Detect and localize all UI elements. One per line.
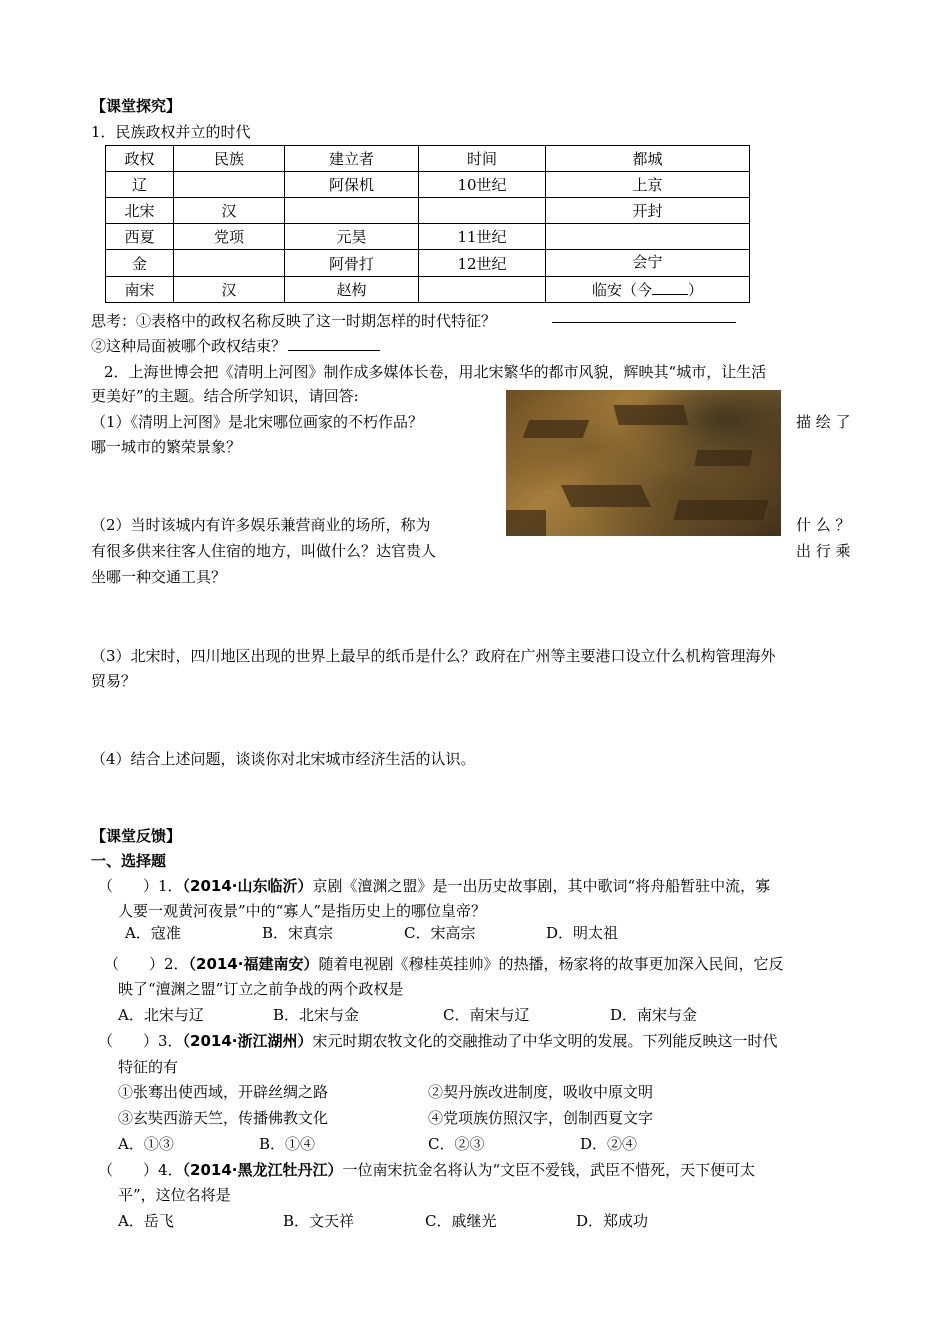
- statement-item: ①张骞出使西域，开辟丝绸之路: [118, 1083, 329, 1101]
- table-row: [106, 198, 750, 224]
- option-a[interactable]: A．岳飞: [118, 1212, 174, 1230]
- question-text: 随着电视剧《穆桂英挂帅》的热播，杨家将的故事更加深入民间，它反: [318, 955, 784, 973]
- table-row: [106, 172, 750, 198]
- section-heading-explore: 【课堂探究】: [91, 97, 182, 115]
- option-a[interactable]: A．寇准: [125, 924, 181, 942]
- option-d[interactable]: D．郑成功: [576, 1212, 649, 1230]
- option-d[interactable]: D．②④: [580, 1135, 638, 1153]
- table-cell: [546, 277, 750, 303]
- question-2-line-1: 2．上海世博会把《清明上河图》制作成多媒体长卷，用北宋繁华的都市风貌，辉映其“城市，让生活: [104, 363, 767, 381]
- table-header-cell: 时间: [419, 146, 546, 172]
- sub-question-3-line-1: （3）北宋时，四川地区出现的世界上最早的纸币是什么？政府在广州等主要港口设立什么机构管理海外: [91, 647, 776, 665]
- table-cell: 北宋: [106, 198, 174, 224]
- question-2-line-2: 更美好”的主题。结合所学知识，请回答:: [91, 387, 359, 405]
- option-b[interactable]: B．①④: [259, 1135, 316, 1153]
- table-header-row: [106, 146, 750, 172]
- table-row: [106, 250, 750, 277]
- table-cell: 党项: [174, 224, 285, 250]
- table-cell: 辽: [106, 172, 174, 198]
- option-c[interactable]: C．南宋与辽: [443, 1006, 530, 1024]
- question-source: （2014·福建南安）: [188, 955, 319, 973]
- question-source: （2014·浙江湖州）: [182, 1032, 313, 1050]
- choice-question-2-line-2: 映了“澶渊之盟”订立之前争战的两个政权是: [118, 980, 404, 998]
- sub-question-2-part-a: （2）当时该城内有许多娱乐兼营商业的场所，称为: [91, 516, 431, 534]
- think-question-1: [91, 310, 496, 331]
- option-d[interactable]: D．南宋与金: [610, 1006, 698, 1024]
- statement-item: ④党项族仿照汉字，创制西夏文字: [428, 1109, 654, 1127]
- table-header-cell: 都城: [546, 146, 750, 172]
- answer-blank[interactable]: [652, 280, 688, 295]
- table-cell: [546, 224, 750, 250]
- table-cell: 元昊: [285, 224, 419, 250]
- table-header-cell: 政权: [106, 146, 174, 172]
- table-cell: [419, 198, 546, 224]
- table-cell: [419, 277, 546, 303]
- table-cell: 开封: [546, 198, 750, 224]
- question-1-title: 1．民族政权并立的时代: [91, 123, 251, 141]
- table-cell: 南宋: [106, 277, 174, 303]
- regimes-table: [105, 145, 750, 303]
- choice-question-3-line-2: 特征的有: [118, 1058, 179, 1076]
- table-row: [106, 224, 750, 250]
- statement-item: ②契丹族改进制度，吸收中原文明: [428, 1083, 654, 1101]
- option-b[interactable]: B．宋真宗: [262, 924, 334, 942]
- table-header-cell: 建立者: [285, 146, 419, 172]
- question-number: （ ）3．: [98, 1032, 183, 1050]
- choice-question-1-line-1: [98, 875, 770, 896]
- section-heading-feedback: 【课堂反馈】: [91, 827, 182, 845]
- table-cell: 汉: [174, 277, 285, 303]
- choice-question-1-line-2: 人要一观黄河夜景”中的“寡人”是指历史上的哪位皇帝？: [118, 902, 487, 920]
- option-b[interactable]: B．文天祥: [283, 1212, 355, 1230]
- question-text: 宋元时期农牧文化的交融推动了中华文明的发展。下列能反映这一时代: [312, 1032, 778, 1050]
- think-question-2: [91, 335, 380, 356]
- option-a[interactable]: A．北宋与辽: [118, 1006, 204, 1024]
- choice-question-2-line-1: [104, 953, 784, 974]
- capital-suffix: ）: [688, 281, 704, 299]
- table-cell: [174, 250, 285, 277]
- sub-question-4: （4）结合上述问题，谈谈你对北宋城市经济生活的认识。: [91, 750, 476, 768]
- sub-question-2-part-c: 有很多供来往客人住宿的地方，叫做什么？达官贵人: [91, 542, 437, 560]
- option-c[interactable]: C．②③: [428, 1135, 485, 1153]
- table-cell: 上京: [546, 172, 750, 198]
- sub-question-2-part-b: 什 么 ？: [796, 516, 851, 534]
- sub-question-3-line-2: 贸易？: [91, 672, 137, 690]
- statement-item: ③玄奘西游天竺，传播佛教文化: [118, 1109, 329, 1127]
- table-cell: 赵构: [285, 277, 419, 303]
- table-cell: 10世纪: [419, 172, 546, 198]
- option-a[interactable]: A．①③: [118, 1135, 174, 1153]
- question-number: （ ）1．: [98, 877, 183, 895]
- table-cell: 汉: [174, 198, 285, 224]
- table-cell: 11世纪: [419, 224, 546, 250]
- option-d[interactable]: D．明太祖: [546, 924, 619, 942]
- option-c[interactable]: C．宋高宗: [404, 924, 476, 942]
- question-number: （ ）4．: [98, 1161, 183, 1179]
- table-header-cell: 民族: [174, 146, 285, 172]
- question-text: 京剧《澶渊之盟》是一出历史故事剧，其中歌词“将舟船暂驻中流，寡: [312, 877, 771, 895]
- option-c[interactable]: C．戚继光: [425, 1212, 497, 1230]
- choice-question-3-line-1: [98, 1030, 778, 1051]
- table-cell: [174, 172, 285, 198]
- sub-question-1-part-a: （1）《清明上河图》是北宋哪位画家的不朽作品？: [91, 413, 424, 431]
- sub-question-2-part-e: 坐哪一种交通工具？: [91, 568, 227, 586]
- section-subheading-choice: 一、选择题: [91, 852, 167, 870]
- question-source: （2014·黑龙江牡丹江）: [182, 1161, 343, 1179]
- question-text: 一位南宋抗金名将认为“文臣不爱钱，武臣不惜死，天下便可太: [342, 1161, 756, 1179]
- table-cell: 12世纪: [419, 250, 546, 277]
- question-source: （2014·山东临沂）: [182, 877, 313, 895]
- answer-blank[interactable]: [552, 308, 736, 323]
- table-cell: 会宁: [546, 250, 750, 277]
- table-row: [106, 277, 750, 303]
- option-b[interactable]: B．北宋与金: [273, 1006, 360, 1024]
- qingming-painting-image: [506, 390, 781, 536]
- answer-blank[interactable]: [288, 336, 380, 351]
- question-number: （ ）2．: [104, 955, 189, 973]
- sub-question-1-part-b: 描 绘 了: [796, 413, 851, 431]
- think-question-2-text: ②这种局面被哪个政权结束？: [91, 337, 287, 355]
- capital-text: 临安（今: [591, 281, 652, 299]
- table-cell: 金: [106, 250, 174, 277]
- table-cell: 西夏: [106, 224, 174, 250]
- table-cell: 阿骨打: [285, 250, 419, 277]
- think-question-1-text: 思考：①表格中的政权名称反映了这一时期怎样的时代特征？: [91, 312, 497, 330]
- table-cell: [285, 198, 419, 224]
- sub-question-1-part-c: 哪一城市的繁荣景象？: [91, 438, 242, 456]
- choice-question-4-line-1: [98, 1159, 755, 1180]
- table-cell: 阿保机: [285, 172, 419, 198]
- choice-question-4-line-2: 平”，这位名将是: [118, 1186, 231, 1204]
- sub-question-2-part-d: 出 行 乘: [796, 542, 851, 560]
